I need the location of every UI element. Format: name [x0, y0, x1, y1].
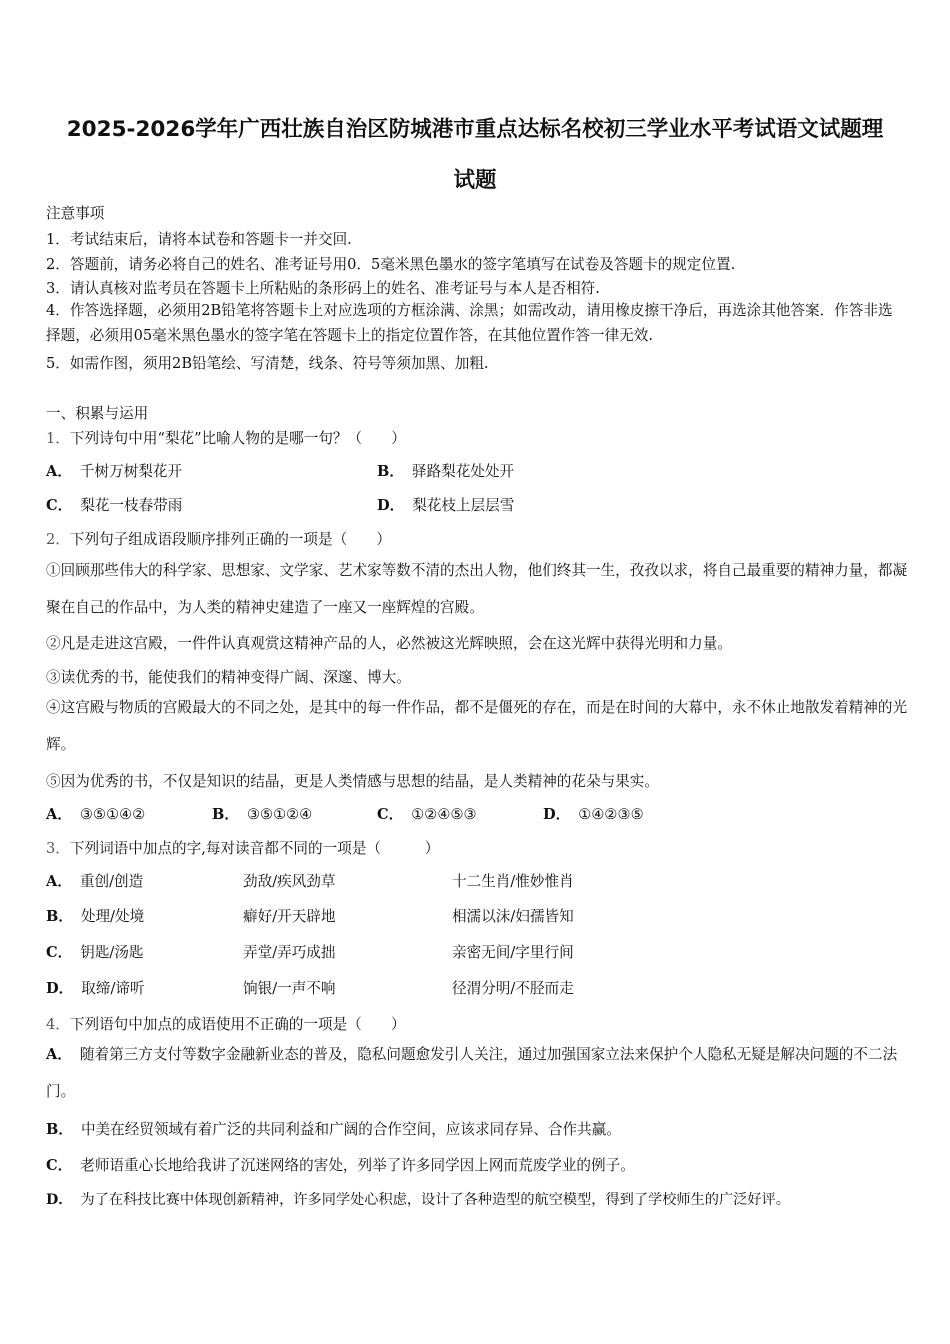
option-text: 中美在经贸领域有着广泛的共同利益和广阔的合作空间，应该求同存异、合作共赢。: [80, 1121, 621, 1138]
option-label: B．: [377, 463, 404, 480]
q3-c-word-2: 弄堂/弄巧成拙: [243, 944, 336, 961]
option-label: B．: [46, 908, 73, 925]
notice-item-2: 2．答题前，请务必将自己的姓名、准考证号用0．5毫米黑色墨水的签字笔填写在试卷及答题卡的规定位置.: [46, 256, 736, 273]
option-label: A．: [46, 1046, 72, 1063]
q3-d-word-3: 径渭分明/不胫而走: [452, 980, 574, 997]
option-label: B．: [212, 806, 239, 823]
question-text: 下列诗句中用“梨花”比喻人物的是哪一句？（ ）: [69, 430, 406, 447]
notice-item-3: 3．请认真核对监考员在答题卡上所粘贴的条形码上的姓名、准考证号与本人是否相符.: [46, 280, 600, 297]
question-number: 3．: [46, 840, 70, 857]
option-word-1: 取缔/谛听: [81, 980, 145, 997]
q1-option-c[interactable]: [46, 494, 182, 515]
q2-option-a[interactable]: [46, 803, 145, 824]
q3-c-word-3: 亲密无间/字里行间: [452, 944, 574, 961]
option-label: A．: [46, 873, 72, 890]
q2-option-d[interactable]: [543, 803, 644, 824]
option-text: 千树万树梨花开: [79, 463, 183, 480]
option-word-1: 处理/处境: [80, 908, 145, 925]
q2-sentence-2: ②凡是走进这宫殿，一件件认真观赏这精神产品的人，必然被这光辉映照，会在这光辉中获得光明和力量。: [46, 635, 732, 652]
option-word-1: 钥匙/汤匙: [80, 944, 144, 961]
page-title: 2025-2026学年广西壮族自治区防城港市重点达标名校初三学业水平考试语文试题理: [66, 117, 884, 142]
option-label: C．: [46, 1157, 73, 1174]
q3-a-word-3: 十二生肖/惟妙惟肖: [452, 873, 574, 890]
q3-a-word-2: 劲敌/疾风劲草: [243, 873, 336, 890]
q3-option-c[interactable]: [46, 941, 144, 962]
option-text: 驿路梨花处处开: [411, 463, 515, 480]
question-3-stem: [46, 837, 439, 858]
q3-d-word-2: 饷银/一声不响: [243, 980, 336, 997]
question-2-stem: [46, 528, 391, 549]
question-1-stem: [46, 427, 406, 448]
option-label: A．: [46, 463, 72, 480]
option-text: ③⑤①②④: [246, 806, 313, 823]
option-text: 梨花一枝春带雨: [80, 497, 183, 514]
q3-option-b[interactable]: [46, 905, 144, 926]
page-title-continued: 试题: [453, 168, 497, 193]
q4-option-b[interactable]: [46, 1118, 621, 1139]
option-text: 老师语重心长地给我讲了沉迷网络的害处，列举了许多同学因上网而荒废学业的例子。: [80, 1157, 635, 1174]
question-number: 2．: [46, 531, 70, 548]
question-4-stem: [46, 1013, 406, 1034]
q3-b-word-2: 癖好/开天辟地: [243, 908, 336, 925]
q4-option-c[interactable]: [46, 1154, 635, 1175]
notice-item-4: 4．作答选择题，必须用2B铅笔将答题卡上对应选项的方框涂满、涂黑；如需改动，请用橡皮擦干净后，再选涂其他答案．作答非选择题，必须用05毫米黑色墨水的签字笔在答题卡上的指定位置作答，在其他位置作答一律无效.: [46, 302, 893, 344]
q2-sentence-3: ③读优秀的书，能使我们的精神变得广阔、深邃、博大。: [46, 669, 411, 686]
option-label: A．: [46, 806, 72, 823]
option-label: C．: [46, 497, 73, 514]
option-label: C．: [377, 806, 404, 823]
option-label: D．: [46, 1192, 73, 1208]
q3-option-a[interactable]: [46, 870, 143, 891]
option-label: C．: [46, 944, 73, 961]
notice-item-1: 1．考试结束后，请将本试卷和答题卡一并交回.: [46, 231, 352, 248]
option-text: ①②④⑤③: [411, 806, 477, 823]
section-heading: 一、积累与运用: [46, 405, 149, 422]
option-text: 为了在科技比赛中体现创新精神，许多同学处心积虑，设计了各种造型的航空模型，得到了学校师生的广泛好评。: [80, 1192, 790, 1208]
q1-option-b[interactable]: [377, 460, 514, 481]
q3-option-d[interactable]: [46, 977, 145, 998]
option-text: ③⑤①④②: [79, 806, 146, 823]
question-number: 1．: [46, 430, 70, 447]
q4-option-a[interactable]: [46, 1036, 908, 1110]
q4-option-d[interactable]: [46, 1189, 790, 1209]
question-text: 下列语句中加点的成语使用不正确的一项是（ ）: [69, 1016, 406, 1033]
option-label: D．: [377, 497, 405, 514]
option-text: 随着第三方支付等数字金融新业态的普及，隐私问题愈发引人关注，通过加强国家立法来保护个人隐私无疑是解决问题的不二法门。: [46, 1046, 898, 1100]
notice-heading: 注意事项: [46, 205, 105, 222]
question-number: 4．: [46, 1016, 70, 1033]
option-label: D．: [543, 806, 571, 823]
q2-sentence-1: ①回顾那些伟大的科学家、思想家、文学家、艺术家等数不清的杰出人物，他们终其一生，孜孜以求，将自己最重要的精神力量，都凝聚在自己的作品中，为人类的精神史建造了一座又一座辉煌的宫殿。: [46, 562, 908, 616]
q2-sentence-4: ④这宫殿与物质的宫殿最大的不同之处，是其中的每一件作品，都不是僵死的存在，而是在时间的大幕中，永不休止地散发着精神的光辉。: [46, 699, 908, 753]
q1-option-a[interactable]: [46, 460, 182, 481]
notice-item-5: 5．如需作图，须用2B铅笔绘、写清楚，线条、符号等须加黑、加粗.: [46, 355, 489, 372]
question-text: 下列词语中加点的字,每对读音都不同的一项是（ ）: [69, 840, 440, 857]
q2-option-c[interactable]: [377, 803, 477, 824]
q2-sentence-5: ⑤因为优秀的书，不仅是知识的结晶，更是人类情感与思想的结晶，是人类精神的花朵与果实。: [46, 773, 659, 790]
q3-b-word-3: 相濡以沫/妇孺皆知: [452, 908, 574, 925]
option-word-1: 重创/创造: [79, 873, 144, 890]
option-text: ①④②③⑤: [578, 806, 644, 823]
q1-option-d[interactable]: [377, 494, 514, 515]
option-label: D．: [46, 980, 74, 997]
question-text: 下列句子组成语段顺序排列正确的一项是（ ）: [69, 531, 391, 548]
q2-option-b[interactable]: [212, 803, 312, 824]
option-label: B．: [46, 1121, 73, 1138]
option-text: 梨花枝上层层雪: [412, 497, 515, 514]
